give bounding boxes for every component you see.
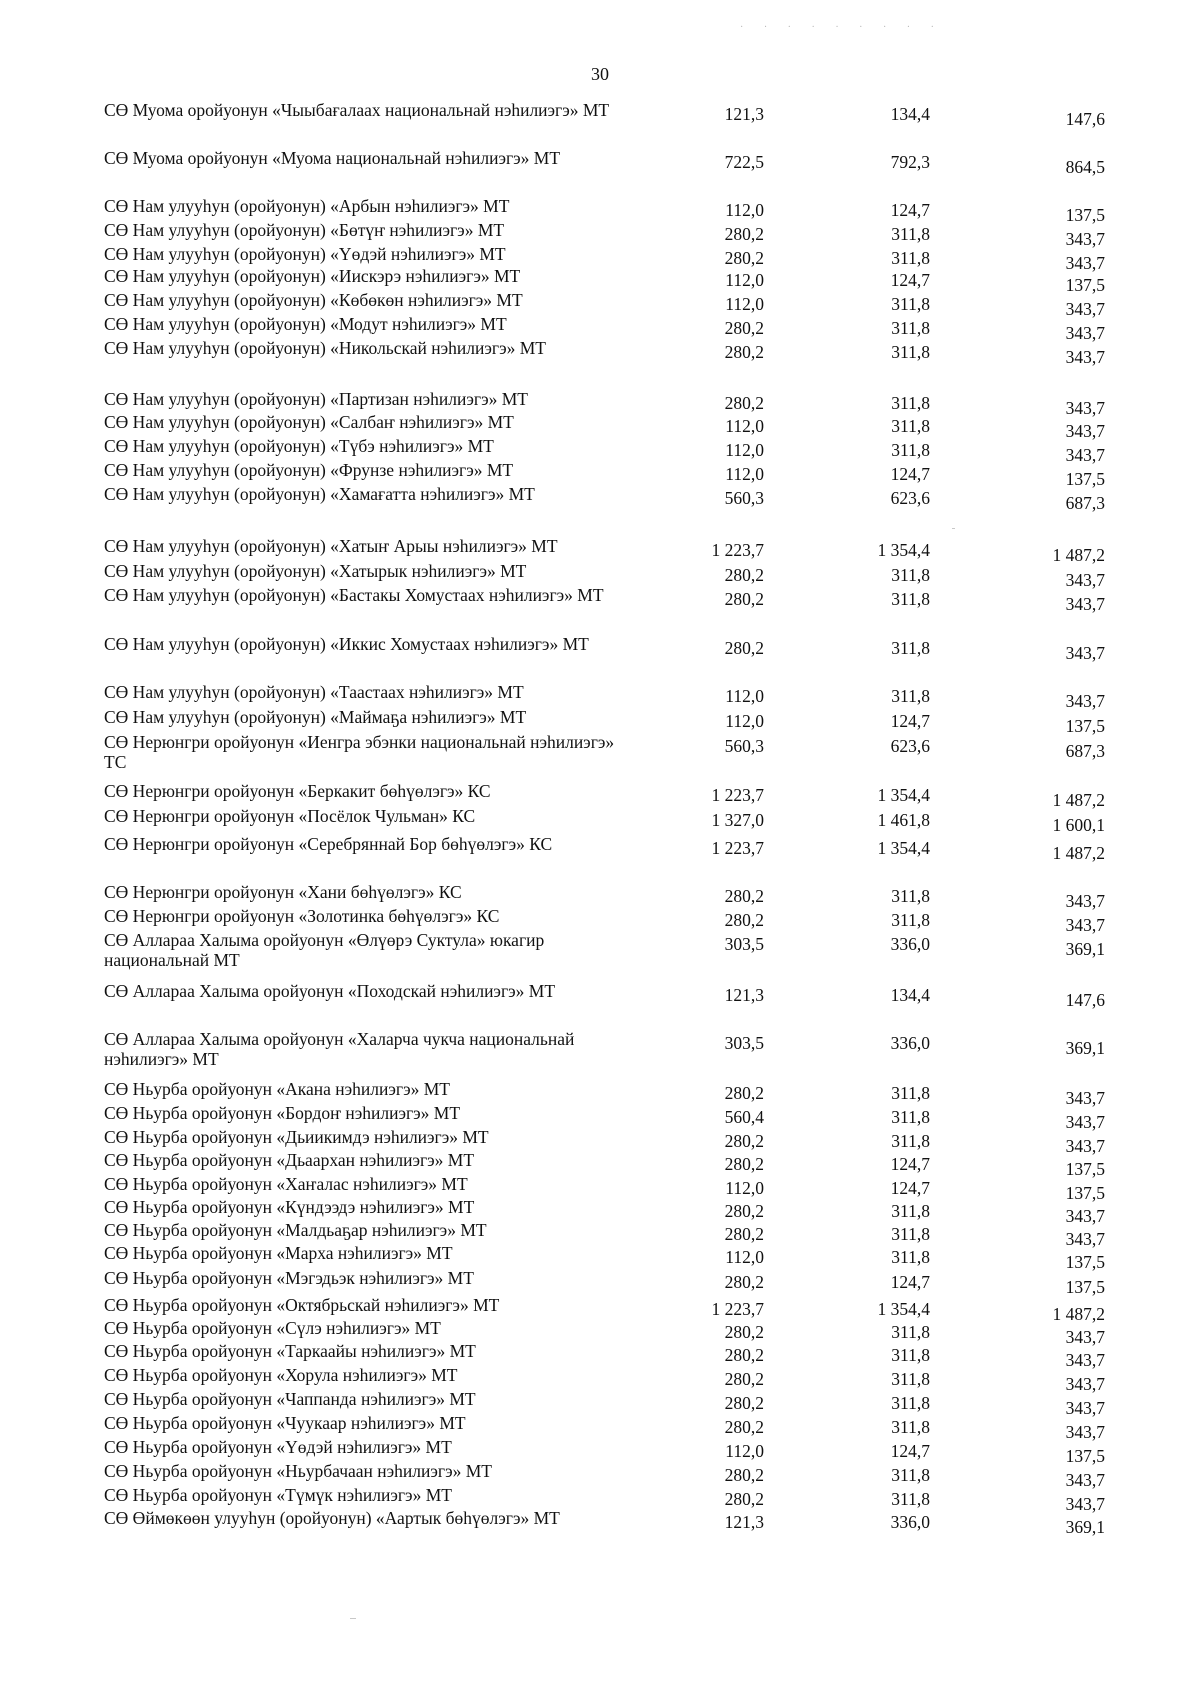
table-row — [0, 781, 1200, 810]
value-column-3: 343,7 — [1065, 323, 1105, 343]
value-column-1: 280,2 — [724, 1417, 764, 1437]
table-row — [0, 1243, 1200, 1272]
value-column-1: 280,2 — [724, 589, 764, 609]
value-column-1: 280,2 — [724, 1154, 764, 1174]
scan-mark — [952, 528, 955, 529]
table-row — [0, 338, 1200, 367]
value-column-2: 124,7 — [890, 1178, 930, 1198]
value-column-1: 1 327,0 — [711, 810, 764, 830]
value-column-2: 311,8 — [891, 1489, 930, 1509]
value-column-3: 343,7 — [1065, 299, 1105, 319]
value-column-3: 343,7 — [1065, 347, 1105, 367]
value-column-2: 1 461,8 — [877, 810, 930, 830]
table-row — [0, 1029, 1200, 1073]
table-row — [0, 1389, 1200, 1418]
value-column-2: 311,8 — [891, 565, 930, 585]
value-column-3: 343,7 — [1065, 398, 1105, 418]
value-column-1: 280,2 — [724, 565, 764, 585]
table-row — [0, 1437, 1200, 1466]
value-column-2: 124,7 — [890, 1272, 930, 1292]
value-column-1: 303,5 — [724, 934, 764, 954]
row-name: СӨ Нам улууһун (оройуонун) «Бөтүҥ нэһилиэгэ» МТ — [104, 220, 505, 240]
value-column-2: 311,8 — [891, 1465, 930, 1485]
value-column-1: 121,3 — [724, 1512, 764, 1532]
table-row — [0, 412, 1200, 441]
value-column-1: 112,0 — [725, 1178, 764, 1198]
table-row — [0, 148, 1200, 177]
table-row — [0, 436, 1200, 465]
table-row — [0, 1485, 1200, 1514]
value-column-1: 112,0 — [725, 686, 764, 706]
page-number: 30 — [591, 64, 609, 84]
value-column-3: 137,5 — [1065, 469, 1105, 489]
row-name: СӨ Өймөкөөн улууһун (оройуонун) «Аартык бөһүөлэгэ» МТ — [104, 1508, 560, 1528]
table-row — [0, 244, 1200, 273]
table-row — [0, 536, 1200, 565]
table-row — [0, 930, 1200, 974]
table-row — [0, 1079, 1200, 1108]
value-column-2: 311,8 — [891, 1201, 930, 1221]
value-column-2: 311,8 — [891, 638, 930, 658]
value-column-2: 311,8 — [891, 1369, 930, 1389]
value-column-1: 112,0 — [725, 270, 764, 290]
value-column-3: 343,7 — [1065, 594, 1105, 614]
table-row — [0, 1197, 1200, 1226]
value-column-2: 124,7 — [890, 464, 930, 484]
row-name: СӨ Ньурба оройуонун «Акана нэһилиэгэ» МТ — [104, 1079, 450, 1099]
row-name: СӨ Ньурба оройуонун «Чуукаар нэһилиэгэ» МТ — [104, 1413, 466, 1433]
row-name: СӨ Ньурба оройуонун «Дьиикимдэ нэһилиэгэ» МТ — [104, 1127, 489, 1147]
value-column-3: 343,7 — [1065, 445, 1105, 465]
value-column-2: 124,7 — [890, 1154, 930, 1174]
row-name: СӨ Ньурба оройуонун «Ньурбачаан нэһилиэгэ» МТ — [104, 1461, 492, 1481]
row-name: СӨ Нам улууһун (оройуонун) «Модут нэһилиэгэ» МТ — [104, 314, 507, 334]
row-name: СӨ Ньурба оройуонун «Хорула нэһилиэгэ» МТ — [104, 1365, 458, 1385]
table-row — [0, 1365, 1200, 1394]
value-column-3: 343,7 — [1065, 570, 1105, 590]
value-column-2: 336,0 — [890, 1033, 930, 1053]
value-column-2: 792,3 — [890, 152, 930, 172]
value-column-2: 311,8 — [891, 1107, 930, 1127]
table-row — [0, 1174, 1200, 1203]
value-column-3: 137,5 — [1065, 205, 1105, 225]
table-row — [0, 882, 1200, 911]
row-name: СӨ Нам улууһун (оройуонун) «Арбын нэһилиэгэ» МТ — [104, 196, 510, 216]
value-column-3: 137,5 — [1065, 275, 1105, 295]
value-column-1: 112,0 — [725, 464, 764, 484]
table-row — [0, 682, 1200, 711]
value-column-2: 311,8 — [891, 686, 930, 706]
value-column-3: 343,7 — [1065, 1088, 1105, 1108]
value-column-1: 112,0 — [725, 1441, 764, 1461]
value-column-2: 311,8 — [891, 440, 930, 460]
value-column-1: 112,0 — [725, 416, 764, 436]
value-column-3: 1 487,2 — [1052, 790, 1105, 810]
value-column-3: 343,7 — [1065, 915, 1105, 935]
value-column-2: 311,8 — [891, 224, 930, 244]
value-column-2: 311,8 — [891, 910, 930, 930]
value-column-2: 311,8 — [891, 1417, 930, 1437]
row-name: СӨ Нам улууһун (оройуонун) «Иккис Хомустаах нэһилиэгэ» МТ — [104, 634, 589, 654]
value-column-1: 280,2 — [724, 1465, 764, 1485]
value-column-3: 343,7 — [1065, 1206, 1105, 1226]
value-column-3: 343,7 — [1065, 421, 1105, 441]
value-column-1: 1 223,7 — [711, 838, 764, 858]
value-column-1: 560,3 — [724, 736, 764, 756]
value-column-3: 687,3 — [1065, 741, 1105, 761]
value-column-2: 623,6 — [890, 488, 930, 508]
value-column-1: 121,3 — [724, 985, 764, 1005]
value-column-1: 303,5 — [724, 1033, 764, 1053]
value-column-3: 343,7 — [1065, 1350, 1105, 1370]
row-name: СӨ Аллараа Халыма оройуонун «Халарча чукча национальнай нэһилиэгэ» МТ — [104, 1029, 575, 1069]
row-name: СӨ Нам улууһун (оройуонун) «Хатыҥ Арыы нэһилиэгэ» МТ — [104, 536, 558, 556]
value-column-3: 687,3 — [1065, 493, 1105, 513]
value-column-2: 1 354,4 — [877, 838, 930, 858]
value-column-2: 124,7 — [890, 711, 930, 731]
table-row — [0, 1461, 1200, 1490]
value-column-1: 280,2 — [724, 318, 764, 338]
value-column-1: 560,4 — [724, 1107, 764, 1127]
value-column-2: 134,4 — [890, 104, 930, 124]
table-row — [0, 460, 1200, 489]
table-row — [0, 1150, 1200, 1179]
value-column-1: 280,2 — [724, 1345, 764, 1365]
table-row — [0, 314, 1200, 343]
table-row — [0, 100, 1200, 144]
row-name: СӨ Нам улууһун (оройуонун) «Түбэ нэһилиэгэ» МТ — [104, 436, 494, 456]
scan-artifact: · · · · · · · · · — [740, 22, 943, 33]
value-column-1: 280,2 — [724, 1322, 764, 1342]
value-column-3: 343,7 — [1065, 253, 1105, 273]
table-row — [0, 484, 1200, 513]
value-column-2: 311,8 — [891, 589, 930, 609]
value-column-2: 124,7 — [890, 200, 930, 220]
table-row — [0, 561, 1200, 590]
row-name: СӨ Нам улууһун (оройуонун) «Иискэрэ нэһилиэгэ» МТ — [104, 266, 521, 286]
value-column-2: 311,8 — [891, 318, 930, 338]
row-name: СӨ Ньурба оройуонун «Күндээдэ нэһилиэгэ» МТ — [104, 1197, 475, 1217]
row-name: СӨ Ньурба оройуонун «Октябрьскай нэһилиэгэ» МТ — [104, 1295, 500, 1315]
row-name: СӨ Ньурба оройуонун «Таркаайы нэһилиэгэ» МТ — [104, 1341, 476, 1361]
scan-mark — [350, 1618, 356, 1619]
value-column-3: 343,7 — [1065, 1398, 1105, 1418]
value-column-2: 311,8 — [891, 342, 930, 362]
value-column-1: 112,0 — [725, 200, 764, 220]
row-name: СӨ Нам улууһун (оройуонун) «Көбөкөн нэһилиэгэ» МТ — [104, 290, 523, 310]
row-name: СӨ Нам улууһун (оройуонун) «Маймаҕа нэһилиэгэ» МТ — [104, 707, 527, 727]
row-name: СӨ Ньурба оройуонун «Үөдэй нэһилиэгэ» МТ — [104, 1437, 452, 1457]
table-row — [0, 196, 1200, 225]
value-column-3: 137,5 — [1065, 1183, 1105, 1203]
value-column-1: 280,2 — [724, 1272, 764, 1292]
value-column-1: 280,2 — [724, 886, 764, 906]
value-column-2: 311,8 — [891, 1083, 930, 1103]
table-row — [0, 290, 1200, 319]
value-column-3: 343,7 — [1065, 643, 1105, 663]
row-name: СӨ Аллараа Халыма оройуонун «Походскай нэһилиэгэ» МТ — [104, 981, 556, 1001]
value-column-3: 343,7 — [1065, 891, 1105, 911]
value-column-3: 343,7 — [1065, 1229, 1105, 1249]
table-row — [0, 585, 1200, 629]
table-row — [0, 389, 1200, 418]
value-column-3: 343,7 — [1065, 1112, 1105, 1132]
value-column-3: 343,7 — [1065, 691, 1105, 711]
row-name: СӨ Ньурба оройуонун «Бордоҥ нэһилиэгэ» МТ — [104, 1103, 461, 1123]
value-column-3: 1 600,1 — [1052, 815, 1105, 835]
table-row — [0, 634, 1200, 678]
value-column-1: 280,2 — [724, 1083, 764, 1103]
value-column-1: 112,0 — [725, 711, 764, 731]
table-row — [0, 1220, 1200, 1249]
value-column-1: 1 223,7 — [711, 785, 764, 805]
value-column-3: 1 487,2 — [1052, 545, 1105, 565]
value-column-1: 560,3 — [724, 488, 764, 508]
value-column-2: 1 354,4 — [877, 785, 930, 805]
table-row — [0, 707, 1200, 736]
value-column-3: 343,7 — [1065, 1136, 1105, 1156]
row-name: СӨ Ньурба оройуонун «Чаппанда нэһилиэгэ» МТ — [104, 1389, 476, 1409]
row-name: СӨ Ньурба оройуонун «Сүлэ нэһилиэгэ» МТ — [104, 1318, 441, 1338]
value-column-3: 343,7 — [1065, 1494, 1105, 1514]
value-column-2: 1 354,4 — [877, 540, 930, 560]
table-row — [0, 1103, 1200, 1132]
value-column-1: 112,0 — [725, 440, 764, 460]
row-name: СӨ Нам улууһун (оройуонун) «Никольскай нэһилиэгэ» МТ — [104, 338, 546, 358]
value-column-2: 311,8 — [891, 886, 930, 906]
value-column-2: 623,6 — [890, 736, 930, 756]
row-name: СӨ Муома оройуонун «Муома национальнай нэһилиэгэ» МТ — [104, 148, 561, 168]
row-name: СӨ Нам улууһун (оройуонун) «Таастаах нэһилиэгэ» МТ — [104, 682, 524, 702]
row-name: СӨ Нам улууһун (оройуонун) «Салбаҥ нэһилиэгэ» МТ — [104, 412, 514, 432]
value-column-3: 147,6 — [1065, 109, 1105, 129]
value-column-3: 137,5 — [1065, 716, 1105, 736]
value-column-3: 369,1 — [1065, 1038, 1105, 1058]
value-column-1: 280,2 — [724, 910, 764, 930]
table-row — [0, 806, 1200, 835]
value-column-3: 343,7 — [1065, 1422, 1105, 1442]
row-name: СӨ Аллараа Халыма оройуонун «Өлүөрэ Суктула» юкагир национальнай МТ — [104, 930, 545, 970]
value-column-1: 121,3 — [724, 104, 764, 124]
value-column-1: 280,2 — [724, 342, 764, 362]
table-row — [0, 1413, 1200, 1442]
value-column-2: 311,8 — [891, 294, 930, 314]
table-row — [0, 834, 1200, 863]
value-column-3: 343,7 — [1065, 1374, 1105, 1394]
value-column-1: 280,2 — [724, 224, 764, 244]
value-column-3: 147,6 — [1065, 990, 1105, 1010]
value-column-1: 1 223,7 — [711, 540, 764, 560]
row-name: СӨ Нерюнгри оройуонун «Серебряннай Бор бөһүөлэгэ» КС — [104, 834, 553, 854]
value-column-1: 112,0 — [725, 1247, 764, 1267]
value-column-1: 280,2 — [724, 1201, 764, 1221]
row-name: СӨ Муома оройуонун «Чыыбағалаах национальнай нэһилиэгэ» МТ — [104, 100, 610, 120]
value-column-2: 134,4 — [890, 985, 930, 1005]
table-row — [0, 981, 1200, 1010]
value-column-2: 311,8 — [891, 1322, 930, 1342]
value-column-1: 722,5 — [724, 152, 764, 172]
row-name: СӨ Нам улууһун (оройуонун) «Хамағатта нэһилиэгэ» МТ — [104, 484, 535, 504]
table-row — [0, 906, 1200, 935]
value-column-3: 369,1 — [1065, 939, 1105, 959]
row-name: СӨ Нам улууһун (оройуонун) «Фрунзе нэһилиэгэ» МТ — [104, 460, 514, 480]
value-column-1: 280,2 — [724, 1224, 764, 1244]
value-column-3: 137,5 — [1065, 1159, 1105, 1179]
value-column-2: 311,8 — [891, 1247, 930, 1267]
value-column-1: 280,2 — [724, 638, 764, 658]
table-row — [0, 1268, 1200, 1297]
row-name: СӨ Нам улууһун (оройуонун) «Партизан нэһилиэгэ» МТ — [104, 389, 528, 409]
table-row — [0, 1295, 1200, 1324]
value-column-3: 1 487,2 — [1052, 843, 1105, 863]
value-column-3: 137,5 — [1065, 1252, 1105, 1272]
value-column-1: 280,2 — [724, 393, 764, 413]
row-name: СӨ Нам улууһун (оройуонун) «Хатырык нэһилиэгэ» МТ — [104, 561, 527, 581]
row-name: СӨ Нерюнгри оройуонун «Беркакит бөһүөлэгэ» КС — [104, 781, 491, 801]
value-column-2: 336,0 — [890, 1512, 930, 1532]
row-name: СӨ Ньурба оройуонун «Дьаархан нэһилиэгэ» МТ — [104, 1150, 475, 1170]
table-row — [0, 732, 1200, 776]
value-column-3: 864,5 — [1065, 157, 1105, 177]
row-name: СӨ Нам улууһун (оройуонун) «Үөдэй нэһилиэгэ» МТ — [104, 244, 506, 264]
row-name: СӨ Нерюнгри оройуонун «Иенгра эбэнки национальнай нэһилиэгэ» ТС — [104, 732, 615, 772]
value-column-2: 336,0 — [890, 934, 930, 954]
row-name: СӨ Нам улууһун (оройуонун) «Бастакы Хомустаах нэһилиэгэ» МТ — [104, 585, 604, 605]
value-column-1: 280,2 — [724, 1393, 764, 1413]
value-column-2: 311,8 — [891, 1345, 930, 1365]
value-column-1: 280,2 — [724, 1369, 764, 1389]
value-column-1: 280,2 — [724, 248, 764, 268]
value-column-2: 311,8 — [891, 1131, 930, 1151]
value-column-3: 343,7 — [1065, 1327, 1105, 1347]
row-name: СӨ Ньурба оройуонун «Хаҥалас нэһилиэгэ» МТ — [104, 1174, 468, 1194]
value-column-2: 311,8 — [891, 1393, 930, 1413]
value-column-3: 137,5 — [1065, 1446, 1105, 1466]
table-row — [0, 220, 1200, 249]
value-column-2: 124,7 — [890, 1441, 930, 1461]
value-column-1: 112,0 — [725, 294, 764, 314]
table-row — [0, 1318, 1200, 1347]
value-column-2: 311,8 — [891, 1224, 930, 1244]
table-row — [0, 1127, 1200, 1156]
value-column-1: 280,2 — [724, 1489, 764, 1509]
value-column-3: 343,7 — [1065, 1470, 1105, 1490]
value-column-3: 343,7 — [1065, 229, 1105, 249]
table-row — [0, 266, 1200, 295]
row-name: СӨ Ньурба оройуонун «Мэгэдьэк нэһилиэгэ» МТ — [104, 1268, 474, 1288]
value-column-2: 311,8 — [891, 248, 930, 268]
row-name: СӨ Ньурба оройуонун «Түмүк нэһилиэгэ» МТ — [104, 1485, 452, 1505]
row-name: СӨ Нерюнгри оройуонун «Посёлок Чульман» КС — [104, 806, 476, 826]
table-row — [0, 1508, 1200, 1537]
value-column-1: 1 223,7 — [711, 1299, 764, 1319]
value-column-3: 137,5 — [1065, 1277, 1105, 1297]
value-column-2: 124,7 — [890, 270, 930, 290]
value-column-2: 311,8 — [891, 393, 930, 413]
value-column-2: 311,8 — [891, 416, 930, 436]
row-name: СӨ Нерюнгри оройуонун «Золотинка бөһүөлэгэ» КС — [104, 906, 500, 926]
row-name: СӨ Ньурба оройуонун «Малдьаҕар нэһилиэгэ» МТ — [104, 1220, 487, 1240]
table-row — [0, 1341, 1200, 1370]
value-column-2: 1 354,4 — [877, 1299, 930, 1319]
row-name: СӨ Нерюнгри оройуонун «Хани бөһүөлэгэ» КС — [104, 882, 462, 902]
value-column-3: 369,1 — [1065, 1517, 1105, 1537]
value-column-1: 280,2 — [724, 1131, 764, 1151]
row-name: СӨ Ньурба оройуонун «Марха нэһилиэгэ» МТ — [104, 1243, 453, 1263]
value-column-3: 1 487,2 — [1052, 1304, 1105, 1324]
